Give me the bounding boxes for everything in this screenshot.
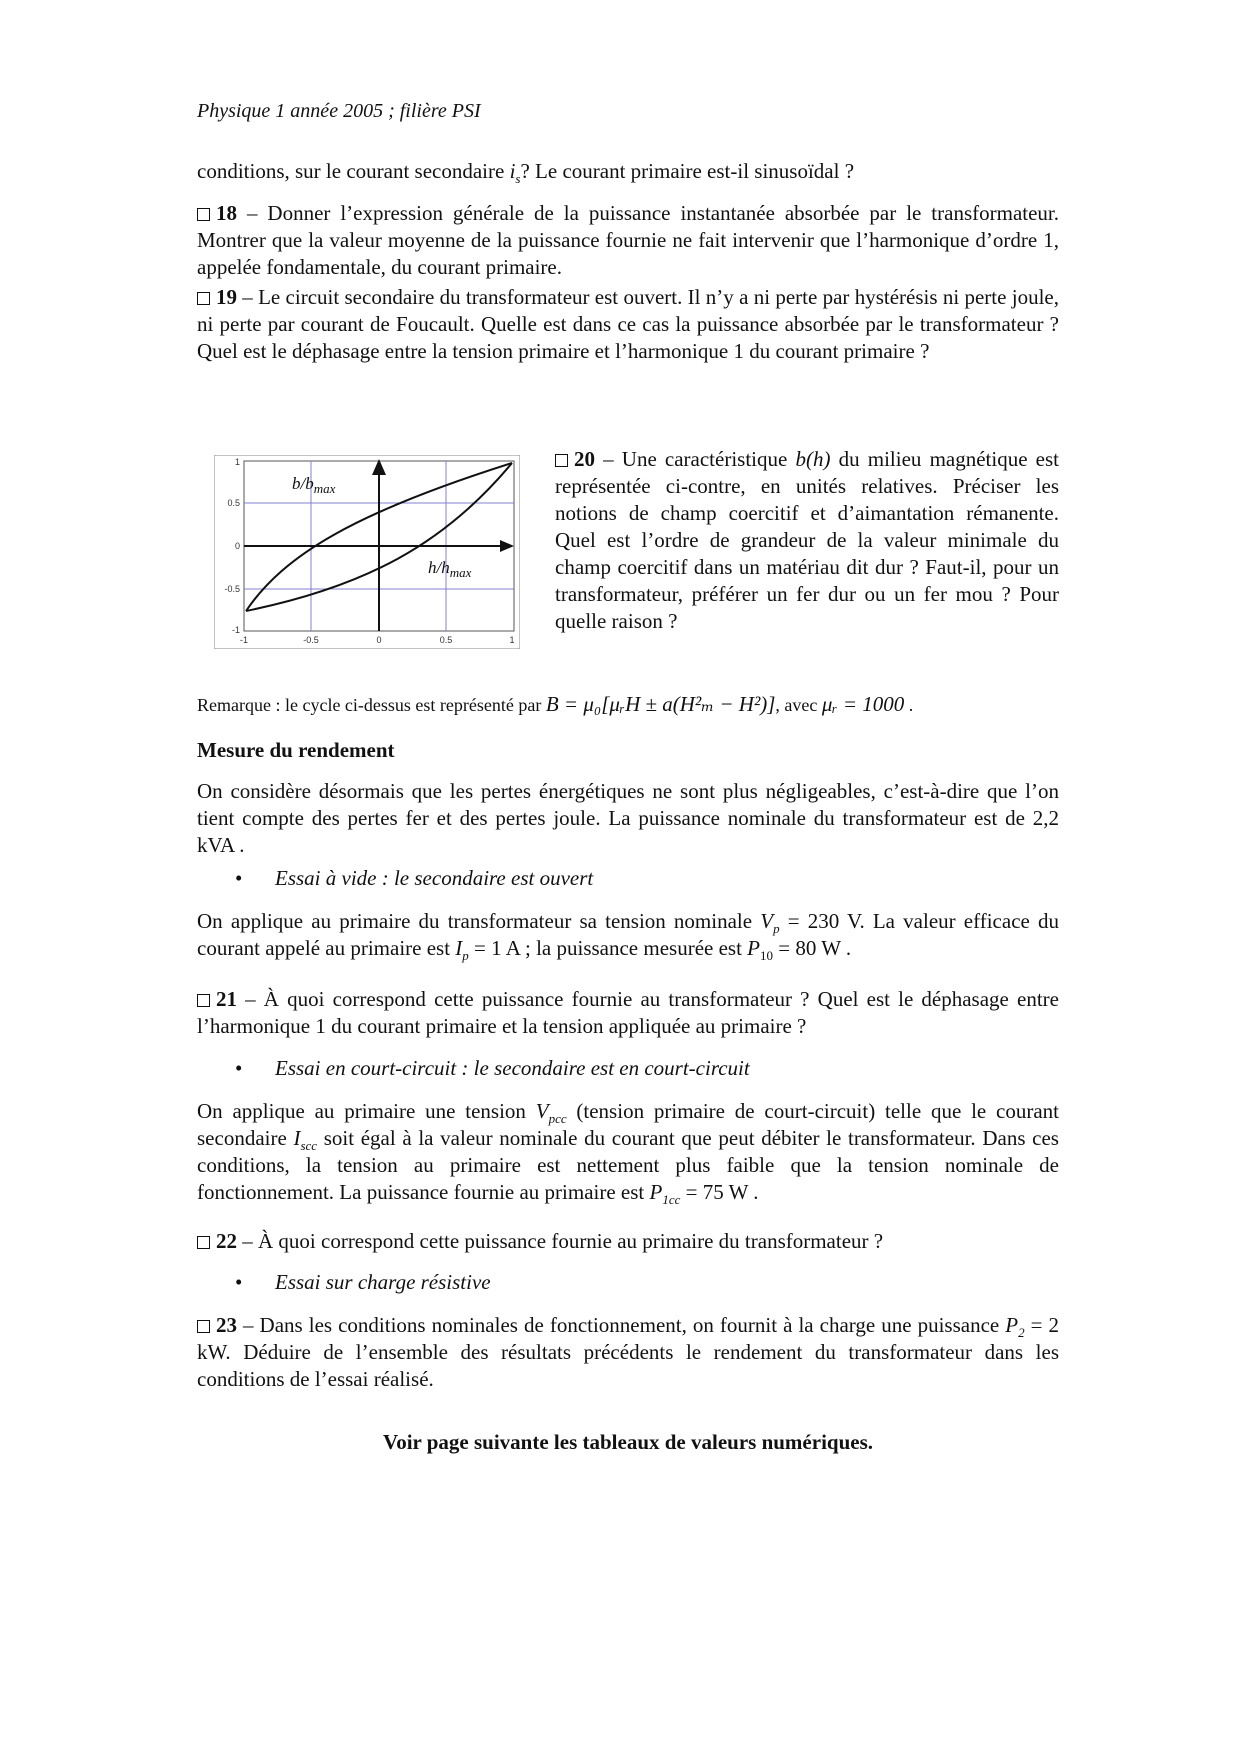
question-20: 20 – Une caractéristique b(h) du milieu magnétique est représentée ci-contre, en unités relatives. Préciser les notions de champ coercitif et d’aimantation rémanente. Quel est l’ordre de grandeur de la valeur minimale du champ coercitif dans un matériau dit dur ? Faut-il, pour un transformateur, préférer un fer dur ou un fer mou ? Pour quelle raison ?	[555, 447, 1059, 633]
paragraph-court-circuit: On applique au primaire une tension $V_{pcc}$ (tension primaire de court-circuit) telle que le courant secondaire $I_{scc}$ soit égal à la valeur nominale du courant que peut débiter le transformateur. Dans ces conditions, la tension au primaire est nettement plus faible que la tension nominale de fonctionnement. La puissance fournie au primaire est $P_{1cc} = 75$ W .	[197, 1099, 1059, 1208]
paragraph-intro: conditions, sur le courant secondaire $i_s$? Le courant primaire est-il sinusoïdal ?	[197, 159, 855, 187]
paragraph-losses: On considère désormais que les pertes énergétiques ne sont plus négligeables, c’est-à-dire que l’on tient compte des pertes fer et des pertes joule. La puissance nominale du transformateur est de 2,2 kVA .	[197, 779, 1059, 857]
question-21: 21 – À quoi correspond cette puissance fournie au transformateur ? Quel est le déphasage entre l’harmonique 1 du courant primaire et la tension appliquée au primaire ?	[197, 987, 1059, 1038]
x-tick-label: 1	[509, 635, 515, 645]
checkbox-icon	[555, 454, 568, 467]
question-19: 19 – Le circuit secondaire du transformateur est ouvert. Il n’y a ni perte par hystérésis ni perte joule, ni perte par courant de Foucault. Quelle est dans ce cas la puissance absorbée par le transformateur ? Quel est le déphasage entre la tension primaire et l’harmonique 1 du courant primaire ?	[197, 285, 1059, 363]
paragraph-essai-vide: On applique au primaire du transformateur sa tension nominale $V_p = 230$ V. La valeur efficace du courant appelé au primaire est $I_p = 1$ A ; la puissance mesurée est $P_{10} = 80$ W .	[197, 909, 1059, 964]
footer-note: Voir page suivante les tableaux de valeurs numériques.	[382, 1430, 874, 1454]
checkbox-icon	[197, 994, 210, 1007]
checkbox-icon	[197, 208, 210, 221]
y-tick-label: 1	[234, 457, 240, 467]
checkbox-icon	[197, 1236, 210, 1249]
list-item: • Essai à vide : le secondaire est ouvert	[235, 866, 594, 890]
y-tick-label: 0.5	[227, 498, 240, 508]
question-18: 18 – Donner l’expression générale de la puissance instantanée absorbée par le transformateur. Montrer que la valeur moyenne de la puissance fournie ne fait intervenir que l’harmonique d’ordre 1, appelée fondamentale, du courant primaire.	[197, 201, 1059, 279]
question-22: 22 – À quoi correspond cette puissance fournie au primaire du transformateur ?	[197, 1228, 1059, 1255]
x-tick-label: -0.5	[303, 635, 319, 645]
x-tick-label: 0.5	[439, 635, 453, 645]
x-tick-label: -1	[239, 635, 249, 645]
remark: Remarque : le cycle ci-dessus est représenté par B = μ₀[μᵣH ± a(H²ₘ − H²)], avec μᵣ = 1000 .	[197, 692, 914, 716]
x-axis-label: $h/h_{max}$	[428, 558, 472, 580]
x-tick-label: 0	[376, 635, 382, 645]
y-tick-label: 0	[234, 541, 240, 551]
list-item: • Essai en court-circuit : le secondaire est en court-circuit	[235, 1056, 750, 1080]
y-tick-label: -1	[231, 625, 240, 635]
checkbox-icon	[197, 292, 210, 305]
hysteresis-figure	[214, 455, 520, 649]
checkbox-icon	[197, 1320, 210, 1333]
list-item: • Essai sur charge résistive	[235, 1270, 491, 1294]
y-axis-label: $b/b_{max}$	[292, 474, 336, 496]
question-23: 23 – Dans les conditions nominales de fonctionnement, on fournit à la charge une puissance $P_2 = 2$ kW. Déduire de l’ensemble des résultats précédents le rendement du transformateur dans les conditions de l’essai réalisé.	[197, 1313, 1059, 1391]
page-header: Physique 1 année 2005 ; filière PSI	[197, 100, 481, 122]
y-tick-label: -0.5	[224, 584, 240, 594]
section-title: Mesure du rendement	[197, 738, 395, 762]
